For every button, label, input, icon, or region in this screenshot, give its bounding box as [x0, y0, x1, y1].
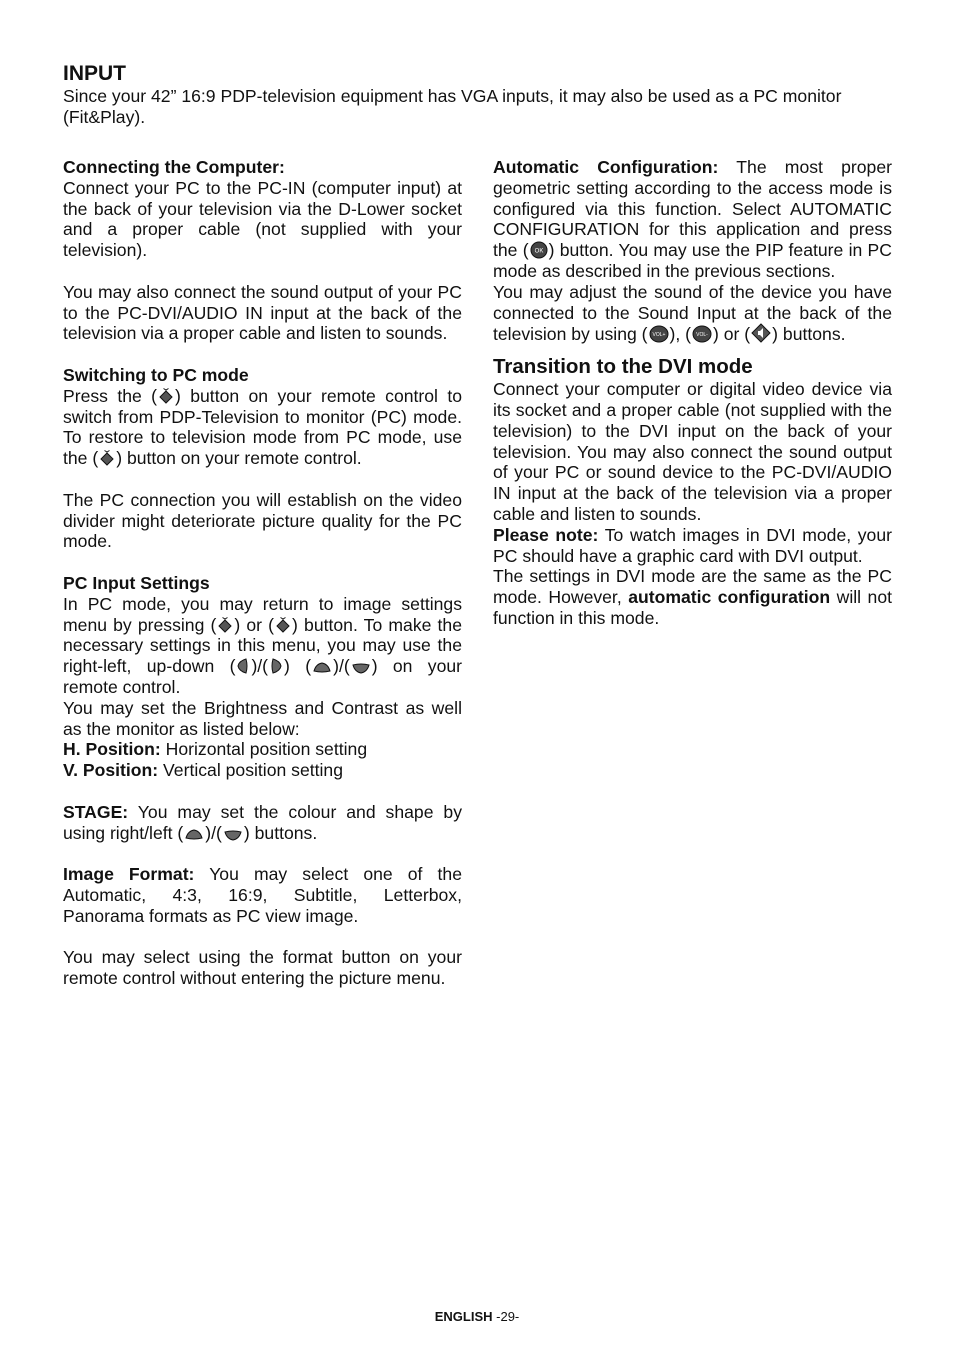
up-arrow-button-icon	[184, 828, 204, 842]
pc-input-settings-paragraph: In PC mode, you may return to image settings menu by pressing ( ) or ( ) button. To make the necessary settings in this menu, you may use the right-left, up-down ( )/( ) ( )/( ) on your remote control.	[63, 593, 462, 697]
menu-button-icon	[217, 616, 233, 634]
volume-down-button-icon	[692, 325, 712, 343]
svg-text:VOL-: VOL-	[696, 332, 708, 339]
pc-input-settings-heading: PC Input Settings	[63, 572, 210, 593]
intro-paragraph: Since your 42” 16:9 PDP-television equipment has VGA inputs, it may also be used as a PC monitor (Fit&Play).	[63, 86, 842, 127]
dvi-mode-heading: Transition to the DVI mode	[493, 355, 753, 379]
switching-paragraph: Press the ( ) button on your remote control to switch from PDP-Television to monitor (PC) mode. To restore to television mode from PC mode, use the ( ) button on your remote control.	[63, 385, 462, 469]
automatic-configuration-paragraph: Automatic Configuration: The most proper geometric setting according to the access mode is configured via this function. Select AUTOMATIC CONFIGURATION for this application and press the ( OK ) button. You may use the PIP feature in PC mode as described in the previous sections.	[493, 157, 892, 281]
connecting-paragraph: Connect your PC to the PC-IN (computer input) at the back of your television via the D-Lower socket and a proper cable (not supplied with your television).	[63, 177, 462, 261]
mute-button-icon	[751, 323, 771, 343]
up-arrow-button-icon	[312, 661, 332, 675]
dvi-settings-paragraph: The settings in DVI mode are the same as the PC mode. However, automatic configuration will not function in this mode.	[493, 566, 892, 628]
sound-adjust-paragraph: You may adjust the sound of the device you have connected to the Sound Input at the back of the television by using ( VOL+ ), ( VOL- ) or ( ) buttons.	[493, 281, 892, 345]
right-column	[493, 157, 892, 629]
please-note-paragraph: Please note: To watch images in DVI mode, your PC should have a graphic card with DVI output.	[493, 524, 892, 566]
connecting-heading: Connecting the Computer:	[63, 157, 285, 177]
dvi-connect-paragraph: Connect your computer or digital video device via its socket and a proper cable (not supplied with the television) to the DVI input on the back of your television. You may also connect the sound output of your PC or sound device to the PC-DVI/AUDIO IN input at the back of the television via a proper cable and listen to sounds.	[493, 379, 892, 524]
page-footer	[0, 1309, 954, 1324]
stage-paragraph: STAGE: You may set the colour and shape by using right/left ( )/( ) buttons.	[63, 801, 462, 843]
down-arrow-button-icon	[351, 661, 371, 675]
footer-language: ENGLISH	[434, 1309, 493, 1324]
left-arrow-button-icon	[236, 657, 250, 675]
ok-button-icon	[530, 241, 548, 259]
sound-output-paragraph: You may also connect the sound output of your PC to the PC-DVI/AUDIO IN input at the back of the television via a proper cable and listen to sounds.	[63, 281, 462, 344]
left-column	[63, 157, 462, 989]
down-arrow-button-icon	[223, 828, 243, 842]
page-title: INPUT	[63, 62, 126, 85]
brightness-paragraph: You may set the Brightness and Contrast as well as the monitor as listed below:	[63, 697, 462, 739]
image-format-paragraph: Image Format: You may select one of the Automatic, 4:3, 16:9, Subtitle, Letterbox, Panorama formats as PC view image.	[63, 864, 462, 926]
svg-text:VOL+: VOL+	[652, 332, 665, 339]
volume-up-button-icon	[649, 325, 669, 343]
source-button-icon	[99, 449, 115, 467]
source-button-icon	[158, 387, 174, 405]
pc-connection-paragraph: The PC connection you will establish on the video divider might deteriorate picture quality for the PC mode.	[63, 489, 462, 552]
h-position-line: H. Position: Horizontal position setting	[63, 739, 368, 760]
format-button-paragraph: You may select using the format button on your remote control without entering the picture menu.	[63, 947, 462, 989]
switching-heading: Switching to PC mode	[63, 364, 249, 385]
v-position-line: V. Position: Vertical position setting	[63, 760, 343, 781]
menu-button-icon	[275, 616, 291, 634]
svg-text:OK: OK	[534, 248, 543, 255]
footer-page-number: -29-	[496, 1309, 520, 1324]
right-arrow-button-icon	[269, 657, 283, 675]
